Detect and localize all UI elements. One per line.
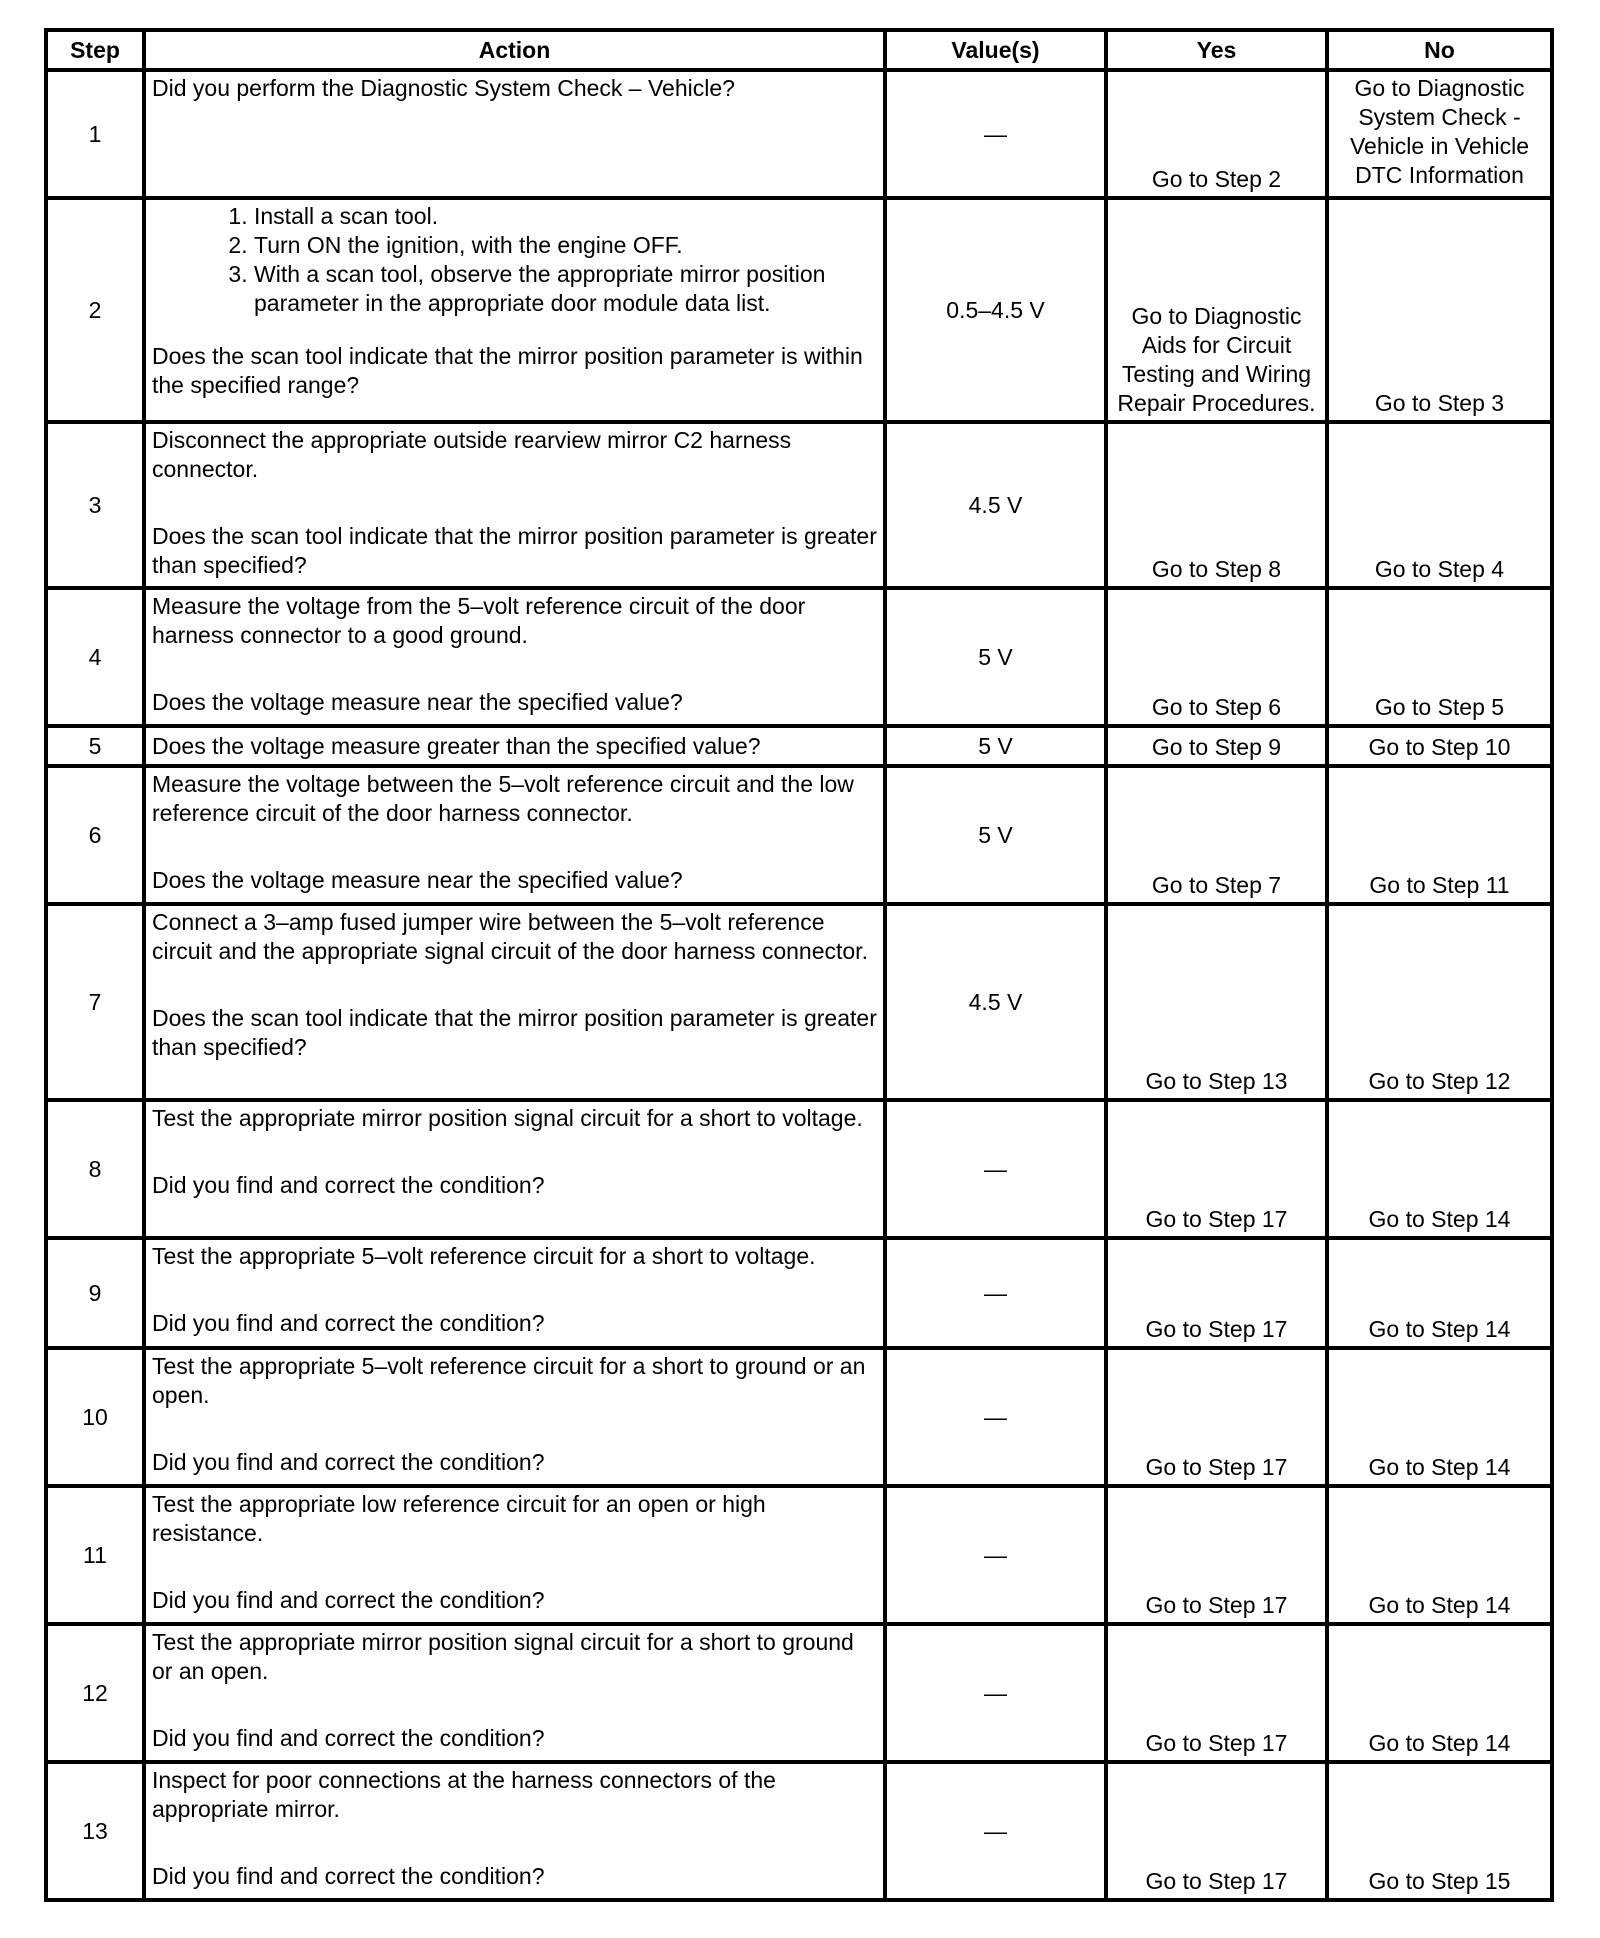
value-cell: — <box>885 1100 1106 1238</box>
no-cell: Go to Step 11 <box>1327 766 1552 904</box>
yes-cell: Go to Step 2 <box>1106 70 1327 198</box>
table-row <box>46 1762 1552 1900</box>
table-row <box>46 1486 1552 1624</box>
action-text: Connect a 3–amp fused jumper wire between the 5–volt reference circuit and the appropriate signal circuit of the door harness connector. <box>152 909 868 964</box>
action-text: Does the voltage measure greater than the specified value? <box>144 726 885 766</box>
value-cell: — <box>885 1486 1106 1624</box>
substep: 3. With a scan tool, observe the appropriate mirror position parameter in the appropriate door module data list. <box>254 260 877 318</box>
action-cell <box>144 198 885 422</box>
header-row <box>46 30 1552 70</box>
yes-cell: Go to Step 17 <box>1106 1762 1327 1900</box>
step-number: 10 <box>46 1348 144 1486</box>
action-cell <box>144 1348 885 1486</box>
header-no: No <box>1327 30 1552 70</box>
action-cell <box>144 1238 885 1348</box>
no-cell: Go to Step 15 <box>1327 1762 1552 1900</box>
question-text: Did you find and correct the condition? <box>152 1310 545 1336</box>
action-text: Test the appropriate 5–volt reference circuit for a short to voltage. <box>152 1243 816 1269</box>
table-row <box>46 198 1552 422</box>
action-text: Did you perform the Diagnostic System Check – Vehicle? <box>144 70 885 198</box>
table-row <box>46 1100 1552 1238</box>
question-text: Does the voltage measure near the specified value? <box>152 867 683 893</box>
step-number: 1 <box>46 70 144 198</box>
header-action: Action <box>144 30 885 70</box>
no-cell: Go to Step 5 <box>1327 588 1552 726</box>
step-number: 8 <box>46 1100 144 1238</box>
no-cell: Go to Step 14 <box>1327 1238 1552 1348</box>
step-number: 11 <box>46 1486 144 1624</box>
yes-cell: Go to Step 17 <box>1106 1100 1327 1238</box>
no-cell: Go to Step 14 <box>1327 1624 1552 1762</box>
step-number: 7 <box>46 904 144 1100</box>
value-cell: — <box>885 1238 1106 1348</box>
action-cell <box>144 1762 885 1900</box>
diagnostic-table <box>44 28 1554 1902</box>
table-row <box>46 904 1552 1100</box>
step-number: 9 <box>46 1238 144 1348</box>
value-cell: 5 V <box>885 726 1106 766</box>
action-text: Test the appropriate mirror position signal circuit for a short to voltage. <box>152 1105 863 1131</box>
no-cell: Go to Step 3 <box>1327 198 1552 422</box>
action-text: Measure the voltage between the 5–volt reference circuit and the low reference circuit of the door harness connector. <box>152 771 854 826</box>
value-cell: 5 V <box>885 766 1106 904</box>
table-row <box>46 1238 1552 1348</box>
action-cell <box>144 588 885 726</box>
step-number: 5 <box>46 726 144 766</box>
header-step: Step <box>46 30 144 70</box>
question-text: Does the scan tool indicate that the mirror position parameter is within the specified range? <box>152 343 863 398</box>
question-text: Did you find and correct the condition? <box>152 1587 545 1613</box>
step-number: 13 <box>46 1762 144 1900</box>
substep: 1. Install a scan tool. <box>254 202 877 231</box>
action-text: Disconnect the appropriate outside rearview mirror C2 harness connector. <box>152 427 792 482</box>
no-cell: Go to Step 4 <box>1327 422 1552 588</box>
yes-cell: Go to Diagnostic Aids for Circuit Testing and Wiring Repair Procedures. <box>1106 198 1327 422</box>
question-text: Does the voltage measure near the specified value? <box>152 689 683 715</box>
yes-cell: Go to Step 13 <box>1106 904 1327 1100</box>
yes-cell: Go to Step 6 <box>1106 588 1327 726</box>
question-text: Does the scan tool indicate that the mirror position parameter is greater than specified? <box>152 1005 877 1060</box>
substep-list <box>204 202 877 318</box>
yes-cell: Go to Step 17 <box>1106 1486 1327 1624</box>
no-cell: Go to Step 12 <box>1327 904 1552 1100</box>
table-row <box>46 70 1552 198</box>
yes-cell: Go to Step 7 <box>1106 766 1327 904</box>
action-text: Test the appropriate low reference circuit for an open or high resistance. <box>152 1491 766 1546</box>
action-text: Test the appropriate mirror position signal circuit for a short to ground or an open. <box>152 1629 854 1684</box>
action-cell <box>144 904 885 1100</box>
step-number: 2 <box>46 198 144 422</box>
header-values: Value(s) <box>885 30 1106 70</box>
value-cell: 5 V <box>885 588 1106 726</box>
table-row <box>46 588 1552 726</box>
value-cell: — <box>885 1762 1106 1900</box>
no-cell: Go to Step 14 <box>1327 1486 1552 1624</box>
action-cell <box>144 766 885 904</box>
action-cell <box>144 1486 885 1624</box>
value-cell: 4.5 V <box>885 904 1106 1100</box>
value-cell: 0.5–4.5 V <box>885 198 1106 422</box>
table-row <box>46 1624 1552 1762</box>
step-number: 4 <box>46 588 144 726</box>
value-cell: 4.5 V <box>885 422 1106 588</box>
substep: 2. Turn ON the ignition, with the engine OFF. <box>254 231 877 260</box>
question-text: Does the scan tool indicate that the mirror position parameter is greater than specified? <box>152 523 877 578</box>
action-cell <box>144 422 885 588</box>
value-cell: — <box>885 1348 1106 1486</box>
step-number: 3 <box>46 422 144 588</box>
step-number: 12 <box>46 1624 144 1762</box>
question-text: Did you find and correct the condition? <box>152 1449 545 1475</box>
question-text: Did you find and correct the condition? <box>152 1725 545 1751</box>
yes-cell: Go to Step 9 <box>1106 726 1327 766</box>
action-text: Inspect for poor connections at the harness connectors of the appropriate mirror. <box>152 1767 776 1822</box>
table-row <box>46 726 1552 766</box>
no-cell: Go to Step 14 <box>1327 1100 1552 1238</box>
yes-cell: Go to Step 17 <box>1106 1624 1327 1762</box>
table-row <box>46 1348 1552 1486</box>
value-cell: — <box>885 70 1106 198</box>
question-text: Did you find and correct the condition? <box>152 1863 545 1889</box>
no-cell: Go to Diagnostic System Check - Vehicle in Vehicle DTC Information <box>1327 70 1552 198</box>
table-row <box>46 766 1552 904</box>
table-row <box>46 422 1552 588</box>
yes-cell: Go to Step 17 <box>1106 1348 1327 1486</box>
action-cell <box>144 1624 885 1762</box>
value-cell: — <box>885 1624 1106 1762</box>
no-cell: Go to Step 14 <box>1327 1348 1552 1486</box>
yes-cell: Go to Step 8 <box>1106 422 1327 588</box>
no-cell: Go to Step 10 <box>1327 726 1552 766</box>
yes-cell: Go to Step 17 <box>1106 1238 1327 1348</box>
action-cell <box>144 1100 885 1238</box>
question-text: Did you find and correct the condition? <box>152 1172 545 1198</box>
action-text: Test the appropriate 5–volt reference circuit for a short to ground or an open. <box>152 1353 866 1408</box>
step-number: 6 <box>46 766 144 904</box>
action-text: Measure the voltage from the 5–volt reference circuit of the door harness connector to a good ground. <box>152 593 806 648</box>
header-yes: Yes <box>1106 30 1327 70</box>
